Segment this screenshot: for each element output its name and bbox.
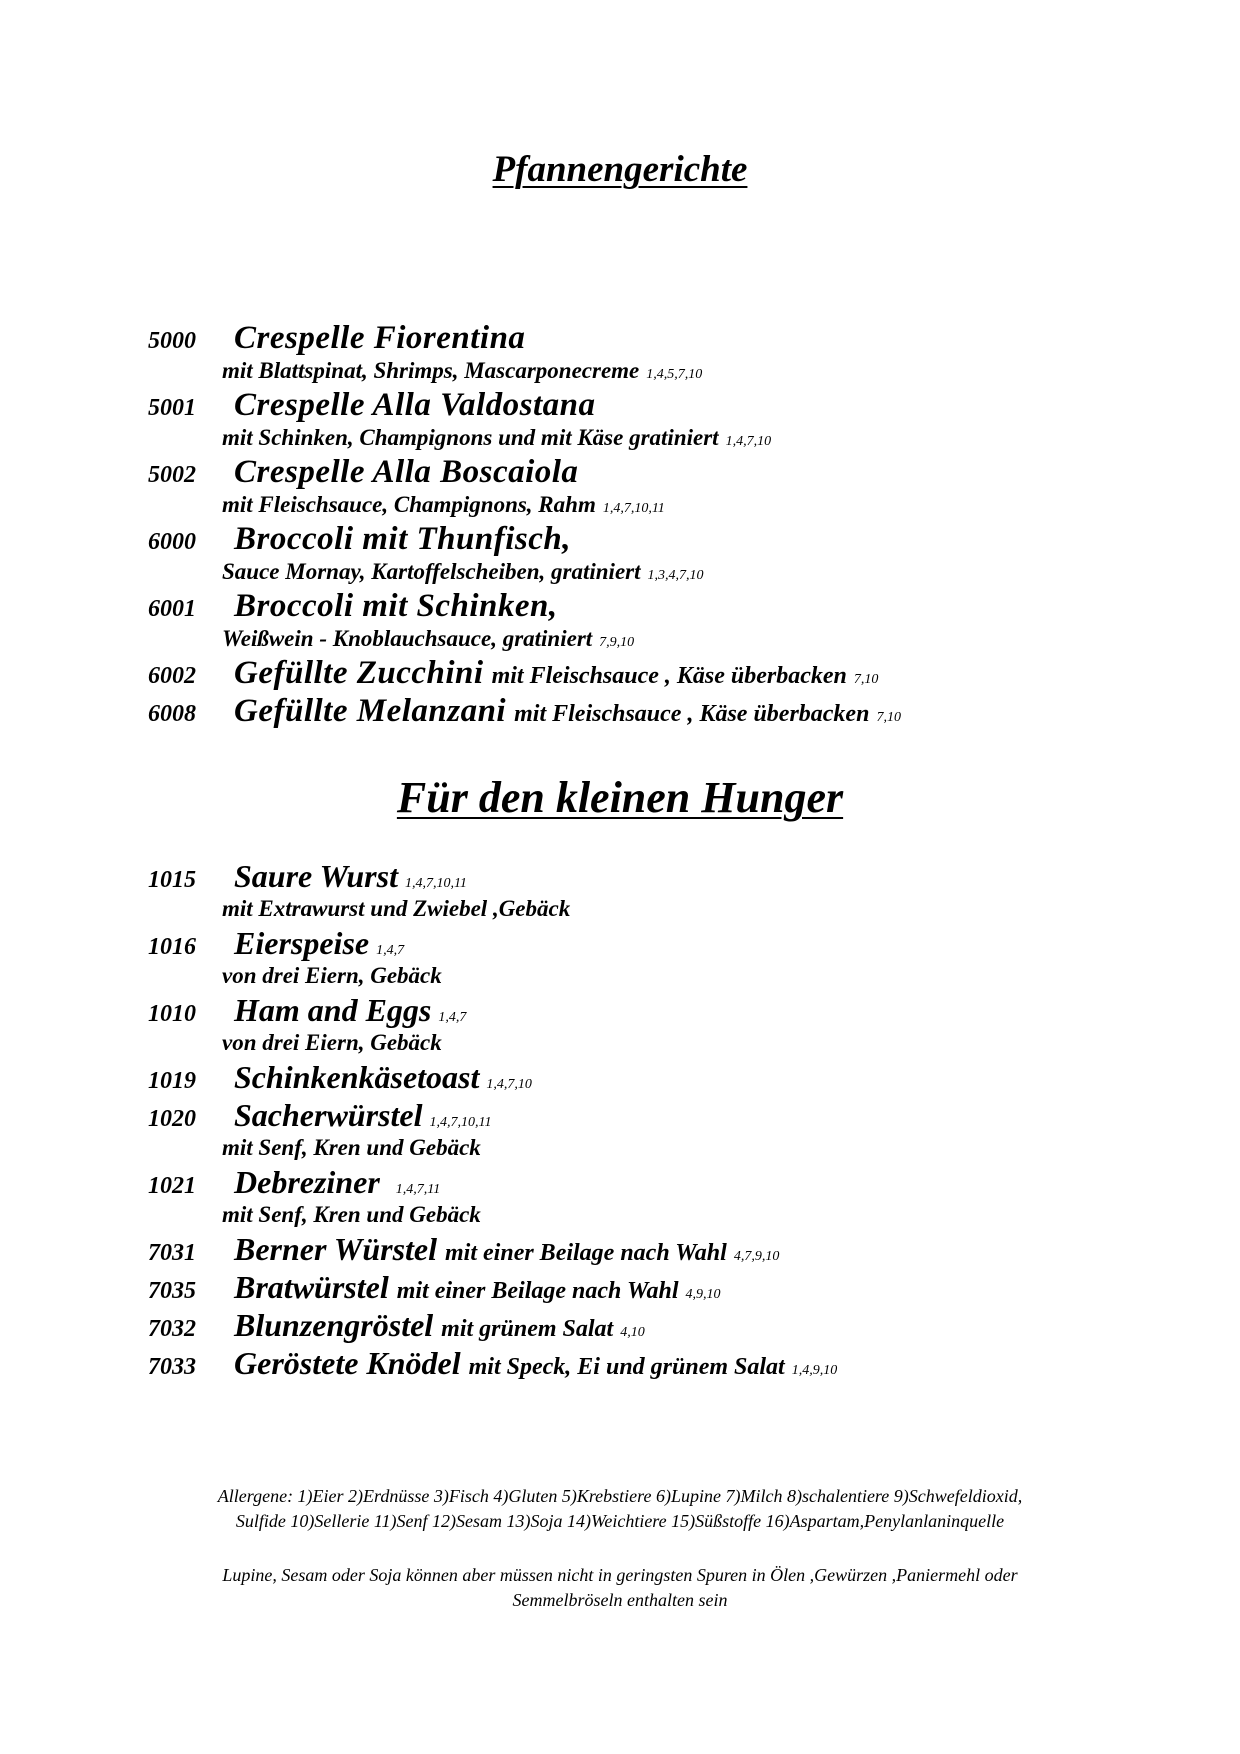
item-allergens: 1,4,9,10 [791, 1363, 838, 1378]
item-name: Crespelle Alla Boscaiola [234, 454, 579, 490]
item-allergens: 7,9,10 [599, 635, 635, 650]
item-allergens: 1,4,7,10,11 [429, 1115, 492, 1130]
item-number: 5000 [148, 328, 196, 354]
item-number: 6000 [148, 529, 196, 555]
item-number: 1019 [148, 1068, 196, 1094]
menu-item [0, 588, 1240, 654]
item-description: mit Blattspinat, Shrimps, Mascarponecreme [222, 358, 640, 383]
item-name: Gefüllte Melanzani [234, 693, 507, 729]
item-description: mit Senf, Kren und Gebäck [222, 1202, 481, 1227]
item-suffix: mit einer Beilage nach Wahl [396, 1278, 679, 1304]
item-number: 5002 [148, 462, 196, 488]
menu-item [0, 655, 1240, 690]
menu-item [0, 1164, 1240, 1230]
item-allergens: 1,4,7,10,11 [602, 501, 665, 516]
item-allergens: 1,4,7,11 [395, 1182, 441, 1197]
allergen-note-line: Lupine, Sesam oder Soja können aber müssen nicht in geringsten Spuren in Ölen ,Gewürzen ,Paniermehl oder [222, 1565, 1018, 1585]
item-description: mit Fleischsauce, Champignons, Rahm [222, 492, 596, 517]
item-description: Weißwein - Knoblauchsauce, gratiniert [222, 626, 593, 651]
item-number: 6008 [148, 701, 196, 727]
item-name: Bratwürstel [234, 1269, 389, 1305]
menu-item [0, 1097, 1240, 1163]
item-number: 5001 [148, 395, 196, 421]
item-number: 1016 [148, 934, 196, 960]
menu-item [0, 1345, 1240, 1380]
menu-item [0, 925, 1240, 991]
menu-item [0, 454, 1240, 520]
item-name: Ham and Eggs [234, 992, 432, 1028]
allergen-legend [0, 1484, 1240, 1534]
allergen-note [0, 1563, 1240, 1613]
item-name: Gefüllte Zucchini [234, 655, 484, 691]
item-name: Broccoli mit Thunfisch, [234, 521, 571, 557]
item-name: Schinkenkäsetoast [234, 1059, 480, 1095]
item-suffix: mit Fleischsauce , Käse überbacken [514, 701, 870, 727]
menu-item [0, 387, 1240, 453]
item-allergens: 7,10 [876, 710, 901, 725]
item-description: mit Senf, Kren und Gebäck [222, 1135, 481, 1160]
allergen-note-line: Semmelbröseln enthalten sein [512, 1590, 728, 1610]
item-description: von drei Eiern, Gebäck [222, 1030, 442, 1055]
item-allergens: 1,4,7 [438, 1010, 467, 1025]
item-allergens: 1,3,4,7,10 [647, 568, 704, 583]
item-name: Saure Wurst [234, 858, 398, 894]
item-allergens: 1,4,7,10,11 [404, 876, 467, 891]
item-suffix: mit Fleischsauce , Käse überbacken [491, 663, 847, 689]
item-number: 6001 [148, 596, 196, 622]
item-name: Sacherwürstel [234, 1097, 423, 1133]
item-number: 1010 [148, 1001, 196, 1027]
item-allergens: 7,10 [853, 672, 879, 687]
item-number: 7031 [148, 1240, 196, 1266]
item-allergens: 1,4,7,10 [486, 1077, 532, 1092]
item-suffix: mit einer Beilage nach Wahl [445, 1240, 727, 1266]
menu-item [0, 992, 1240, 1058]
item-number: 1015 [148, 867, 196, 893]
item-description: mit Schinken, Champignons und mit Käse gratiniert [222, 425, 719, 450]
section-title-kleiner-hunger: Für den kleinen Hunger [396, 773, 844, 822]
item-allergens: 1,4,5,7,10 [646, 367, 703, 382]
item-name: Broccoli mit Schinken, [234, 588, 558, 624]
item-name: Crespelle Fiorentina [234, 320, 526, 356]
menu-item [0, 1307, 1240, 1342]
item-description: von drei Eiern, Gebäck [222, 963, 442, 988]
item-name: Geröstete Knödel [234, 1345, 461, 1381]
item-name: Crespelle Alla Valdostana [234, 387, 596, 423]
section-title-pfannengerichte: Pfannengerichte [492, 149, 748, 190]
allergen-legend-line: Sulfide 10)Sellerie 11)Senf 12)Sesam 13)Soja 14)Weichtiere 15)Süßstoffe 16)Aspartam,Penylanlaninquelle [235, 1511, 1005, 1531]
item-description: mit Extrawurst und Zwiebel ,Gebäck [222, 896, 571, 921]
item-number: 7032 [148, 1316, 196, 1342]
menu-item [0, 320, 1240, 386]
menu-item [0, 1059, 1240, 1094]
item-name: Blunzengröstel [234, 1307, 434, 1343]
item-name: Debreziner [234, 1164, 380, 1200]
item-number: 7033 [148, 1354, 196, 1380]
menu-item [0, 1269, 1240, 1304]
item-number: 1020 [148, 1106, 196, 1132]
allergen-legend-line: Allergene: 1)Eier 2)Erdnüsse 3)Fisch 4)Gluten 5)Krebstiere 6)Lupine 7)Milch 8)schalentiere 9)Schwefeldioxid, [217, 1486, 1023, 1506]
item-name: Berner Würstel [234, 1231, 438, 1267]
item-allergens: 1,4,7 [376, 943, 405, 958]
item-description: Sauce Mornay, Kartoffelscheiben, gratiniert [222, 559, 641, 584]
item-suffix: mit grünem Salat [441, 1316, 614, 1342]
item-allergens: 4,10 [620, 1325, 645, 1340]
item-suffix: mit Speck, Ei und grünem Salat [468, 1354, 785, 1380]
menu-item [0, 858, 1240, 924]
menu-item [0, 693, 1240, 728]
item-allergens: 4,9,10 [685, 1287, 721, 1302]
item-number: 6002 [148, 663, 196, 689]
item-name: Eierspeise [234, 925, 370, 961]
item-allergens: 4,7,9,10 [733, 1249, 780, 1264]
menu-item [0, 1231, 1240, 1266]
item-allergens: 1,4,7,10 [725, 434, 772, 449]
menu-item [0, 521, 1240, 587]
item-number: 7035 [148, 1278, 196, 1304]
item-number: 1021 [148, 1173, 196, 1199]
